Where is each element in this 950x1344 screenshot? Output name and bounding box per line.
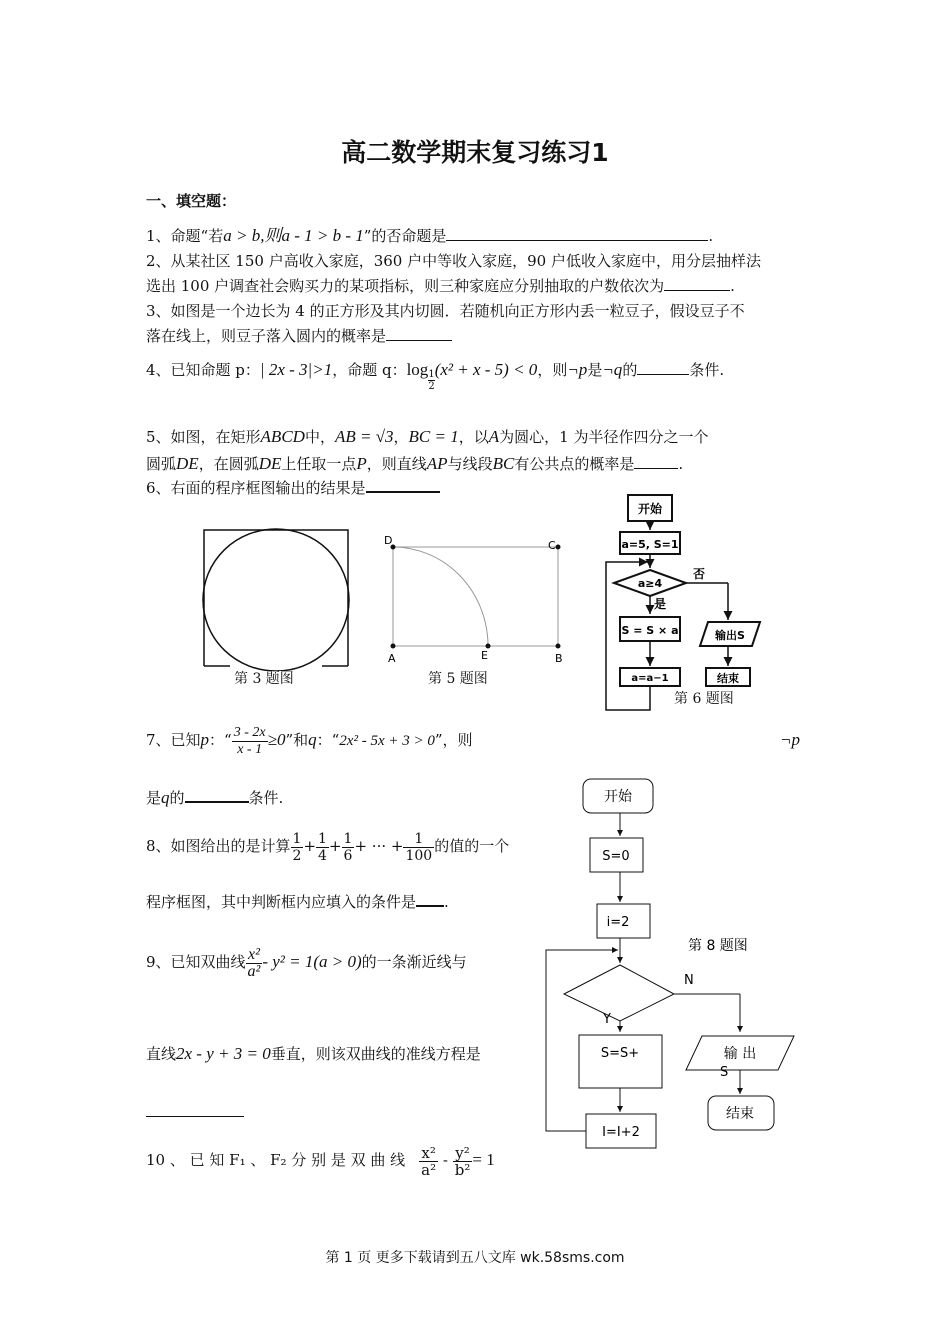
question-9-line-2: [146, 1042, 481, 1066]
q5-p: P: [356, 454, 367, 473]
q5-ap: AP: [426, 454, 448, 473]
q10-yd: b²: [454, 1160, 471, 1179]
question-8-line-2: [146, 890, 449, 914]
q7-tail: ”，则: [434, 731, 473, 749]
label-a: A: [388, 652, 396, 665]
q7-colon1: ：“: [209, 731, 232, 749]
q5-line2c: 上任取一点: [281, 455, 357, 473]
q8-frac3: [342, 831, 355, 864]
q10-frac-x: [419, 1145, 438, 1178]
page-footer: 第 1 页 更多下载请到五八文库 wk.58sms.com: [325, 1250, 625, 1266]
f6-yes-label: 是: [654, 597, 667, 611]
q4-notq: ¬q: [602, 360, 623, 379]
q9-xd: a²: [247, 962, 261, 980]
quarter-arc-de: [393, 547, 488, 646]
q9-prefix: 9、已知双曲线: [146, 953, 246, 971]
q7-line2c: 条件.: [248, 789, 284, 807]
q5-line2e: 与线段: [447, 455, 493, 473]
q7-q: q: [308, 730, 317, 749]
page-title: 高二数学期末复习练习1: [341, 138, 609, 167]
question-10: 10 、 已 知 F₁ 、 F₂ 分 别 是 双 曲 线 $\frac{\text{x²}}{\text{a²}}$ - $\frac{\text{y²}}{\text{b²}}$ = 1: [146, 1143, 495, 1179]
point-e: [486, 644, 491, 649]
q9-xn: x²: [246, 947, 263, 964]
f8-caption: 第 8 题图: [688, 938, 748, 954]
q5-bc: BC = 1: [408, 427, 459, 446]
question-2-line-1: 2、从某社区 150 户高收入家庭，360 户中等收入家庭，90 户低收入家庭中，用分层抽样法: [146, 252, 761, 270]
figure-8-flowchart: [540, 770, 810, 1165]
question-6: [146, 476, 440, 500]
q5-bc2: BC: [492, 454, 515, 473]
f8-ii-text: I=I+2: [602, 1125, 640, 1140]
q5-a: A: [488, 427, 500, 446]
q7-q2: q: [161, 788, 170, 807]
q5-mid2: ，: [393, 428, 409, 446]
q4-mid: ，命题 q：: [332, 361, 407, 379]
figure-6-flowchart: [600, 490, 775, 715]
q1-suffix: ”的否命题是: [363, 227, 447, 245]
figure-6-caption: 第 6 题图: [674, 691, 734, 707]
q7-ge: ≥0: [267, 730, 286, 749]
question-2-line-2: [146, 274, 735, 298]
figure-3-caption: 第 3 题图: [234, 671, 294, 687]
q9-line2a: 直线: [146, 1045, 177, 1063]
q7-notp: ¬p: [780, 730, 800, 749]
q4-prefix: 4、已知命题 p：: [146, 361, 260, 379]
question-5-line-1: [146, 425, 708, 449]
q3-blank: [386, 326, 452, 341]
q9-tail: 的一条渐近线与: [361, 953, 467, 971]
q7-mid: ”和: [285, 731, 309, 749]
q7-p: p: [200, 730, 210, 749]
q4-q-rest: (x² + x - 5) < 0: [434, 360, 538, 379]
q7-num: 3 - 2x: [233, 724, 266, 740]
q9-rest: - y² = 1(a > 0): [262, 952, 362, 971]
f8-y-label: Y: [603, 1012, 611, 1027]
q8-line2: 程序框图，其中判断框内应填入的条件是: [146, 893, 417, 911]
q8-end: .: [444, 893, 449, 911]
q5-line2a: 圆弧: [146, 455, 177, 473]
q5-end: .: [678, 455, 684, 473]
q7-blank: [185, 787, 249, 803]
q6-blank: [366, 477, 440, 493]
q2-line2: 选出 100 户调查社会购买力的某项指标，则三种家庭应分别抽取的户数依次为: [146, 277, 665, 295]
label-c: C: [548, 539, 556, 552]
f8-start-text: 开始: [604, 789, 632, 805]
f6-init-text: a=5, S=1: [621, 538, 679, 551]
q1-blank: [446, 226, 708, 241]
q3-line2: 落在线上，则豆子落入圆内的概率是: [146, 327, 387, 345]
figure-3: [196, 526, 356, 671]
q5-prefix: 5、如图，在矩形: [146, 428, 261, 446]
q5-abcd: ABCD: [260, 427, 305, 446]
point-c: [556, 545, 561, 550]
q8-f4n: 1: [403, 831, 434, 848]
q4-tail2: 是: [587, 361, 603, 379]
question-9-line-1: [146, 940, 467, 984]
q10-xn: x²: [419, 1145, 438, 1162]
f8-s0-text: S=0: [602, 849, 630, 864]
q4-blank: [637, 360, 689, 375]
q4-tail1: ，则: [537, 361, 568, 379]
f8-loop-arrow: [546, 950, 618, 1131]
f8-n-label: N: [684, 973, 694, 988]
q10-text: 10 、 已 知 F₁ 、 F₂ 分 别 是 双 曲 线: [146, 1151, 406, 1169]
q8-f3d: 6: [343, 847, 353, 864]
q7-line2a: 是: [146, 789, 162, 807]
q5-line2d: ，则直线: [366, 455, 427, 473]
inscribed-circle: [203, 529, 349, 671]
label-b: B: [555, 652, 563, 665]
q7-colon2: ：“: [316, 731, 340, 749]
q4-log: log: [406, 360, 429, 379]
point-b: [556, 644, 561, 649]
q8-f4d: 100: [405, 847, 433, 864]
q6-text: 6、右面的程序框图输出的结果是: [146, 479, 366, 497]
label-d: D: [384, 534, 393, 547]
q10-frac-y: [453, 1145, 473, 1178]
q5-mid3: ，以: [458, 428, 489, 446]
question-7-line-2: [146, 786, 283, 810]
f6-end-text: 结束: [717, 672, 739, 685]
f6-step-text: S = S × a: [621, 624, 679, 637]
point-a: [391, 644, 396, 649]
q5-de: DE: [176, 454, 199, 473]
q8-f1n: 1: [292, 830, 302, 847]
question-3-line-1: 3、如图是一个边长为 4 的正方形及其内切圆．若随机向正方形内丢一粒豆子，假设豆子不: [146, 302, 745, 320]
f8-condition: [564, 965, 674, 1021]
q9-line2b: 垂直，则该双曲线的准线方程是: [270, 1045, 481, 1063]
figure-5: [380, 532, 570, 668]
q1-end: .: [708, 227, 714, 245]
q2-blank: [664, 276, 730, 291]
f8-ss-text: S=S+: [600, 1046, 640, 1061]
q8-frac1: [291, 831, 304, 864]
q9-blank: [146, 1116, 244, 1117]
square-outline: [204, 530, 348, 666]
q8-f1d: 2: [292, 847, 302, 864]
figure-5-caption: 第 5 题图: [428, 671, 488, 687]
question-1: [146, 224, 713, 248]
q7-ineq: 2x² - 5x + 3 > 0: [339, 733, 435, 749]
q5-blank: [634, 454, 678, 469]
q8-dots: + ··· +: [354, 837, 404, 855]
q5-mid4: 为圆心，1 为半径作四分之一个: [499, 428, 709, 446]
q8-frac4: [403, 831, 434, 864]
q4-p-math: | 2x - 3|>1: [259, 360, 333, 379]
label-e: E: [481, 649, 488, 662]
q8-blank: [416, 891, 444, 907]
q5-mid1: 中，: [304, 428, 335, 446]
f8-output-s: S: [720, 1065, 729, 1080]
q5-line2f: 有公共点的概率是: [514, 455, 635, 473]
q1-prefix: 1、命题“若: [146, 227, 224, 245]
q7-line2b: 的: [169, 789, 185, 807]
q9-line-math: 2x - y + 3 = 0: [176, 1044, 271, 1063]
question-5-line-2: [146, 452, 683, 476]
q4-tail3: 的: [622, 361, 638, 379]
q8-frac2: [316, 831, 329, 864]
q7-fraction: [232, 725, 268, 758]
q5-de2: DE: [258, 454, 282, 473]
question-8-line-1: 8、如图给出的是计算 $\frac{1}{2}$ + $\frac{1}{4}$ + $\frac{1}{6}$ + ··· + $\frac{1}{100}$ 的值的一个: [146, 830, 510, 864]
q8-f3n: 1: [343, 830, 353, 847]
f6-no-label: 否: [693, 567, 706, 581]
f8-i2-text: i=2: [606, 915, 630, 930]
q8-prefix: 8、如图给出的是计算: [146, 837, 291, 855]
q2-end: .: [730, 277, 735, 295]
q4-base-num: 1: [428, 369, 435, 380]
q8-tail: 的值的一个: [434, 837, 510, 855]
q1-math: a > b,则a - 1 > b - 1: [223, 226, 364, 245]
f8-ss-box: [579, 1035, 662, 1088]
question-3-line-2: [146, 324, 452, 348]
q7-prefix: 7、已知: [146, 731, 201, 749]
q4-tail4: 条件.: [689, 361, 725, 379]
q7-den: x - 1: [237, 741, 263, 757]
question-4: [146, 358, 724, 392]
q5-ab: AB = √3: [334, 427, 394, 446]
q4-notp: ¬p: [567, 360, 588, 379]
f6-dec-text: a=a−1: [631, 673, 669, 684]
q8-f2d: 4: [318, 847, 327, 864]
section-heading: 一、填空题：: [146, 192, 237, 210]
q5-line2b: ，在圆弧: [198, 455, 259, 473]
q10-xd: a²: [421, 1160, 437, 1179]
f6-start-text: 开始: [637, 502, 663, 516]
q4-base-den: 2: [428, 381, 435, 392]
q8-f2n: 1: [318, 830, 327, 847]
f8-output-text: 输 出: [723, 1046, 757, 1062]
q10-eq: = 1: [472, 1150, 495, 1169]
q9-fraction: [246, 947, 263, 980]
f8-end-text: 结束: [726, 1106, 754, 1122]
question-7-line-1: [146, 720, 473, 761]
f6-cond-text: a≥4: [637, 577, 663, 590]
f6-output-text: 输出S: [715, 629, 745, 642]
q10-yn: y²: [453, 1145, 473, 1162]
